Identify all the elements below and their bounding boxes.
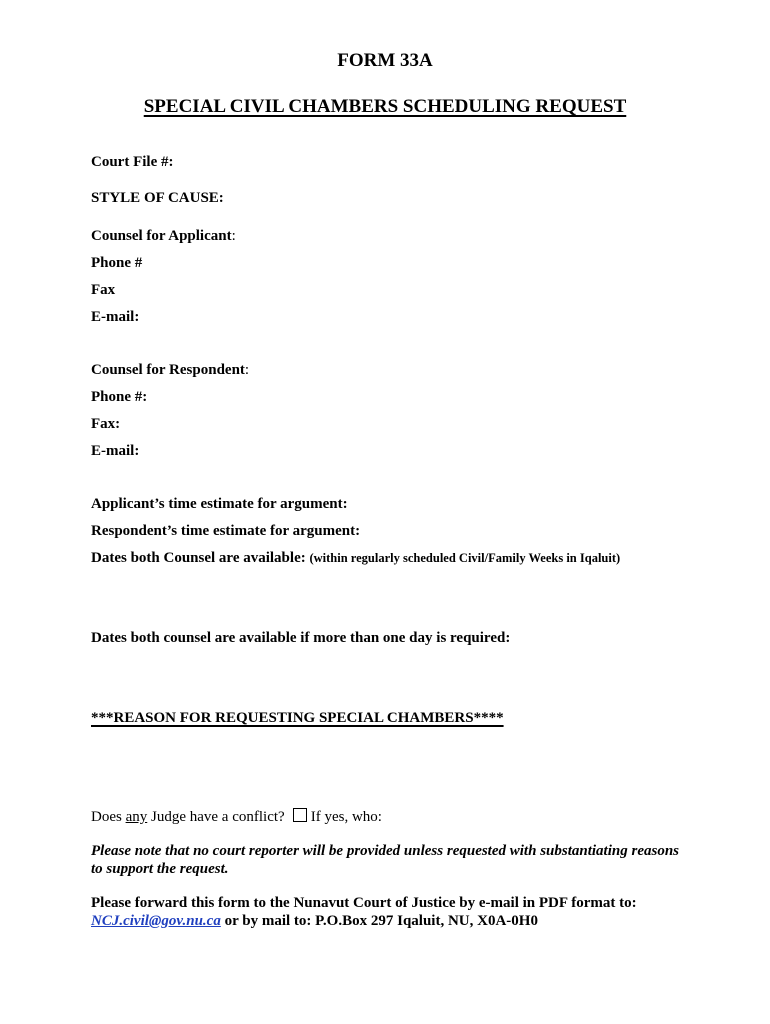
conflict-question	[91, 808, 382, 826]
applicant-counsel-label: Counsel for Applicant:	[91, 228, 236, 244]
reporter-note-text: Please note that no court reporter will be provided unless requested with substantiating reasons to support the request.	[91, 843, 679, 877]
conflict-checkbox[interactable]	[293, 808, 307, 822]
conflict-if-yes: If yes, who:	[310, 809, 382, 825]
dates-available-note: (within regularly scheduled Civil/Family Weeks in Iqaluit)	[309, 551, 621, 565]
respondent-counsel-text: Counsel for Respondent	[91, 362, 245, 378]
dates-multi-day-label: Dates both counsel are available if more than one day is required:	[91, 630, 511, 646]
reporter-note	[91, 842, 679, 878]
applicant-phone-label: Phone #	[91, 255, 143, 271]
form-title: SPECIAL CIVIL CHAMBERS SCHEDULING REQUEST	[143, 96, 627, 117]
conflict-emphasis: any	[125, 809, 148, 825]
dates-available-text: Dates both Counsel are available:	[91, 550, 306, 566]
applicant-fax-label: Fax	[91, 282, 116, 298]
dates-available-label	[91, 550, 620, 567]
respondent-email-label: E-mail:	[91, 443, 140, 459]
forward-note-suffix: or by mail to: P.O.Box 297 Iqaluit, NU, X0A-0H0	[220, 913, 538, 929]
forward-note-prefix: Please forward this form to the Nunavut Court of Justice by e-mail in PDF format to:	[91, 895, 637, 911]
forward-note	[91, 894, 679, 930]
applicant-email-label: E-mail:	[91, 309, 140, 325]
respondent-phone-label: Phone #:	[91, 389, 148, 405]
applicant-estimate-label: Applicant’s time estimate for argument:	[91, 496, 348, 512]
style-of-cause-label: STYLE OF CAUSE:	[91, 190, 224, 206]
respondent-fax-label: Fax:	[91, 416, 121, 432]
respondent-estimate-label: Respondent’s time estimate for argument:	[91, 523, 361, 539]
conflict-suffix: Judge have a conflict?	[147, 809, 285, 825]
form-number: FORM 33A	[337, 50, 433, 71]
reason-heading: ***REASON FOR REQUESTING SPECIAL CHAMBERS****	[91, 710, 504, 726]
court-file-label: Court File #:	[91, 154, 174, 170]
email-link[interactable]: NCJ.civil@gov.nu.ca	[91, 913, 221, 929]
applicant-counsel-text: Counsel for Applicant	[91, 228, 232, 244]
respondent-counsel-label: Counsel for Respondent:	[91, 362, 250, 378]
conflict-prefix: Does	[91, 809, 126, 825]
